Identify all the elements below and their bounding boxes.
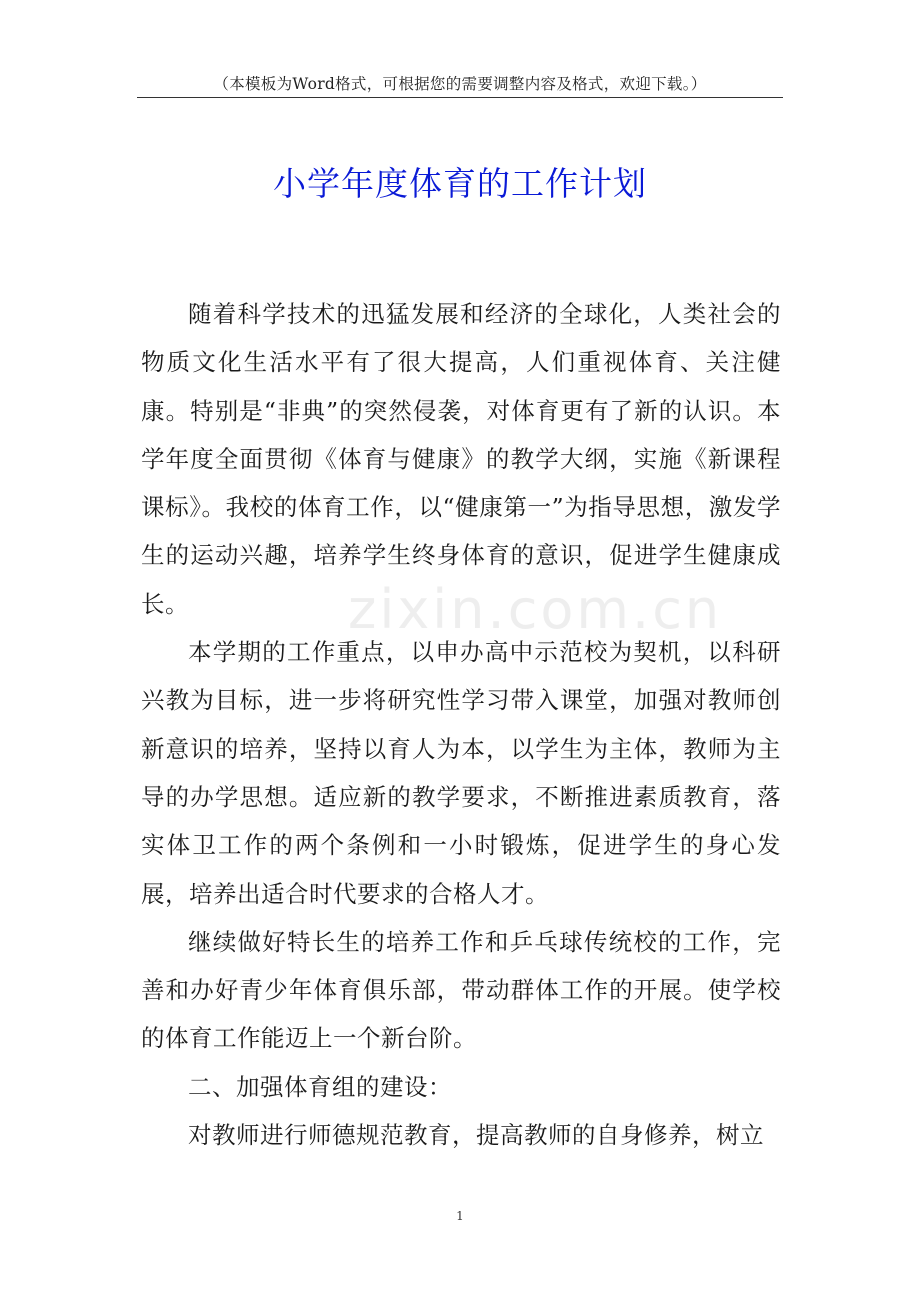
- paragraph: 随着科学技术的迅猛发展和经济的全球化，人类社会的物质文化生活水平有了很大提高，人们重视体育、关注健康。特别是“非典”的突然侵袭，对体育更有了新的认识。本学年度全面贯彻《体育与健康》的教学大纲，实施《新课程课标》。我校的体育工作，以“健康第一”为指导思想，激发学生的运动兴趣，培养学生终身体育的意识，促进学生健康成长。: [141, 300, 781, 618]
- document-title: 小学年度体育的工作计划: [273, 164, 647, 203]
- watermark-text: zixin.com.cn: [348, 578, 723, 641]
- document-body: [141, 290, 781, 1159]
- paragraph: 本学期的工作重点，以申办高中示范校为契机，以科研兴教为目标，进一步将研究性学习带入课堂，加强对教师创新意识的培养，坚持以育人为本，以学生为主体，教师为主导的办学思想。适应新的教学要求，不断推进素质教育，落实体卫工作的两个条例和一小时锻炼，促进学生的身心发展，培养出适合时代要求的合格人才。: [141, 638, 781, 908]
- section-heading: 二、加强体育组的建设：: [188, 1072, 452, 1101]
- page-number: 1: [456, 1209, 464, 1223]
- paragraph: 对教师进行师德规范教育，提高教师的自身修养，树立: [188, 1121, 764, 1150]
- paragraph: 继续做好特长生的培养工作和乒乓球传统校的工作，完善和办好青少年体育俱乐部，带动群体工作的开展。使学校的体育工作能迈上一个新台阶。: [141, 927, 781, 1053]
- template-notice: （本模板为Word格式，可根据您的需要调整内容及格式，欢迎下载。）: [213, 75, 707, 93]
- header-divider: [137, 97, 783, 98]
